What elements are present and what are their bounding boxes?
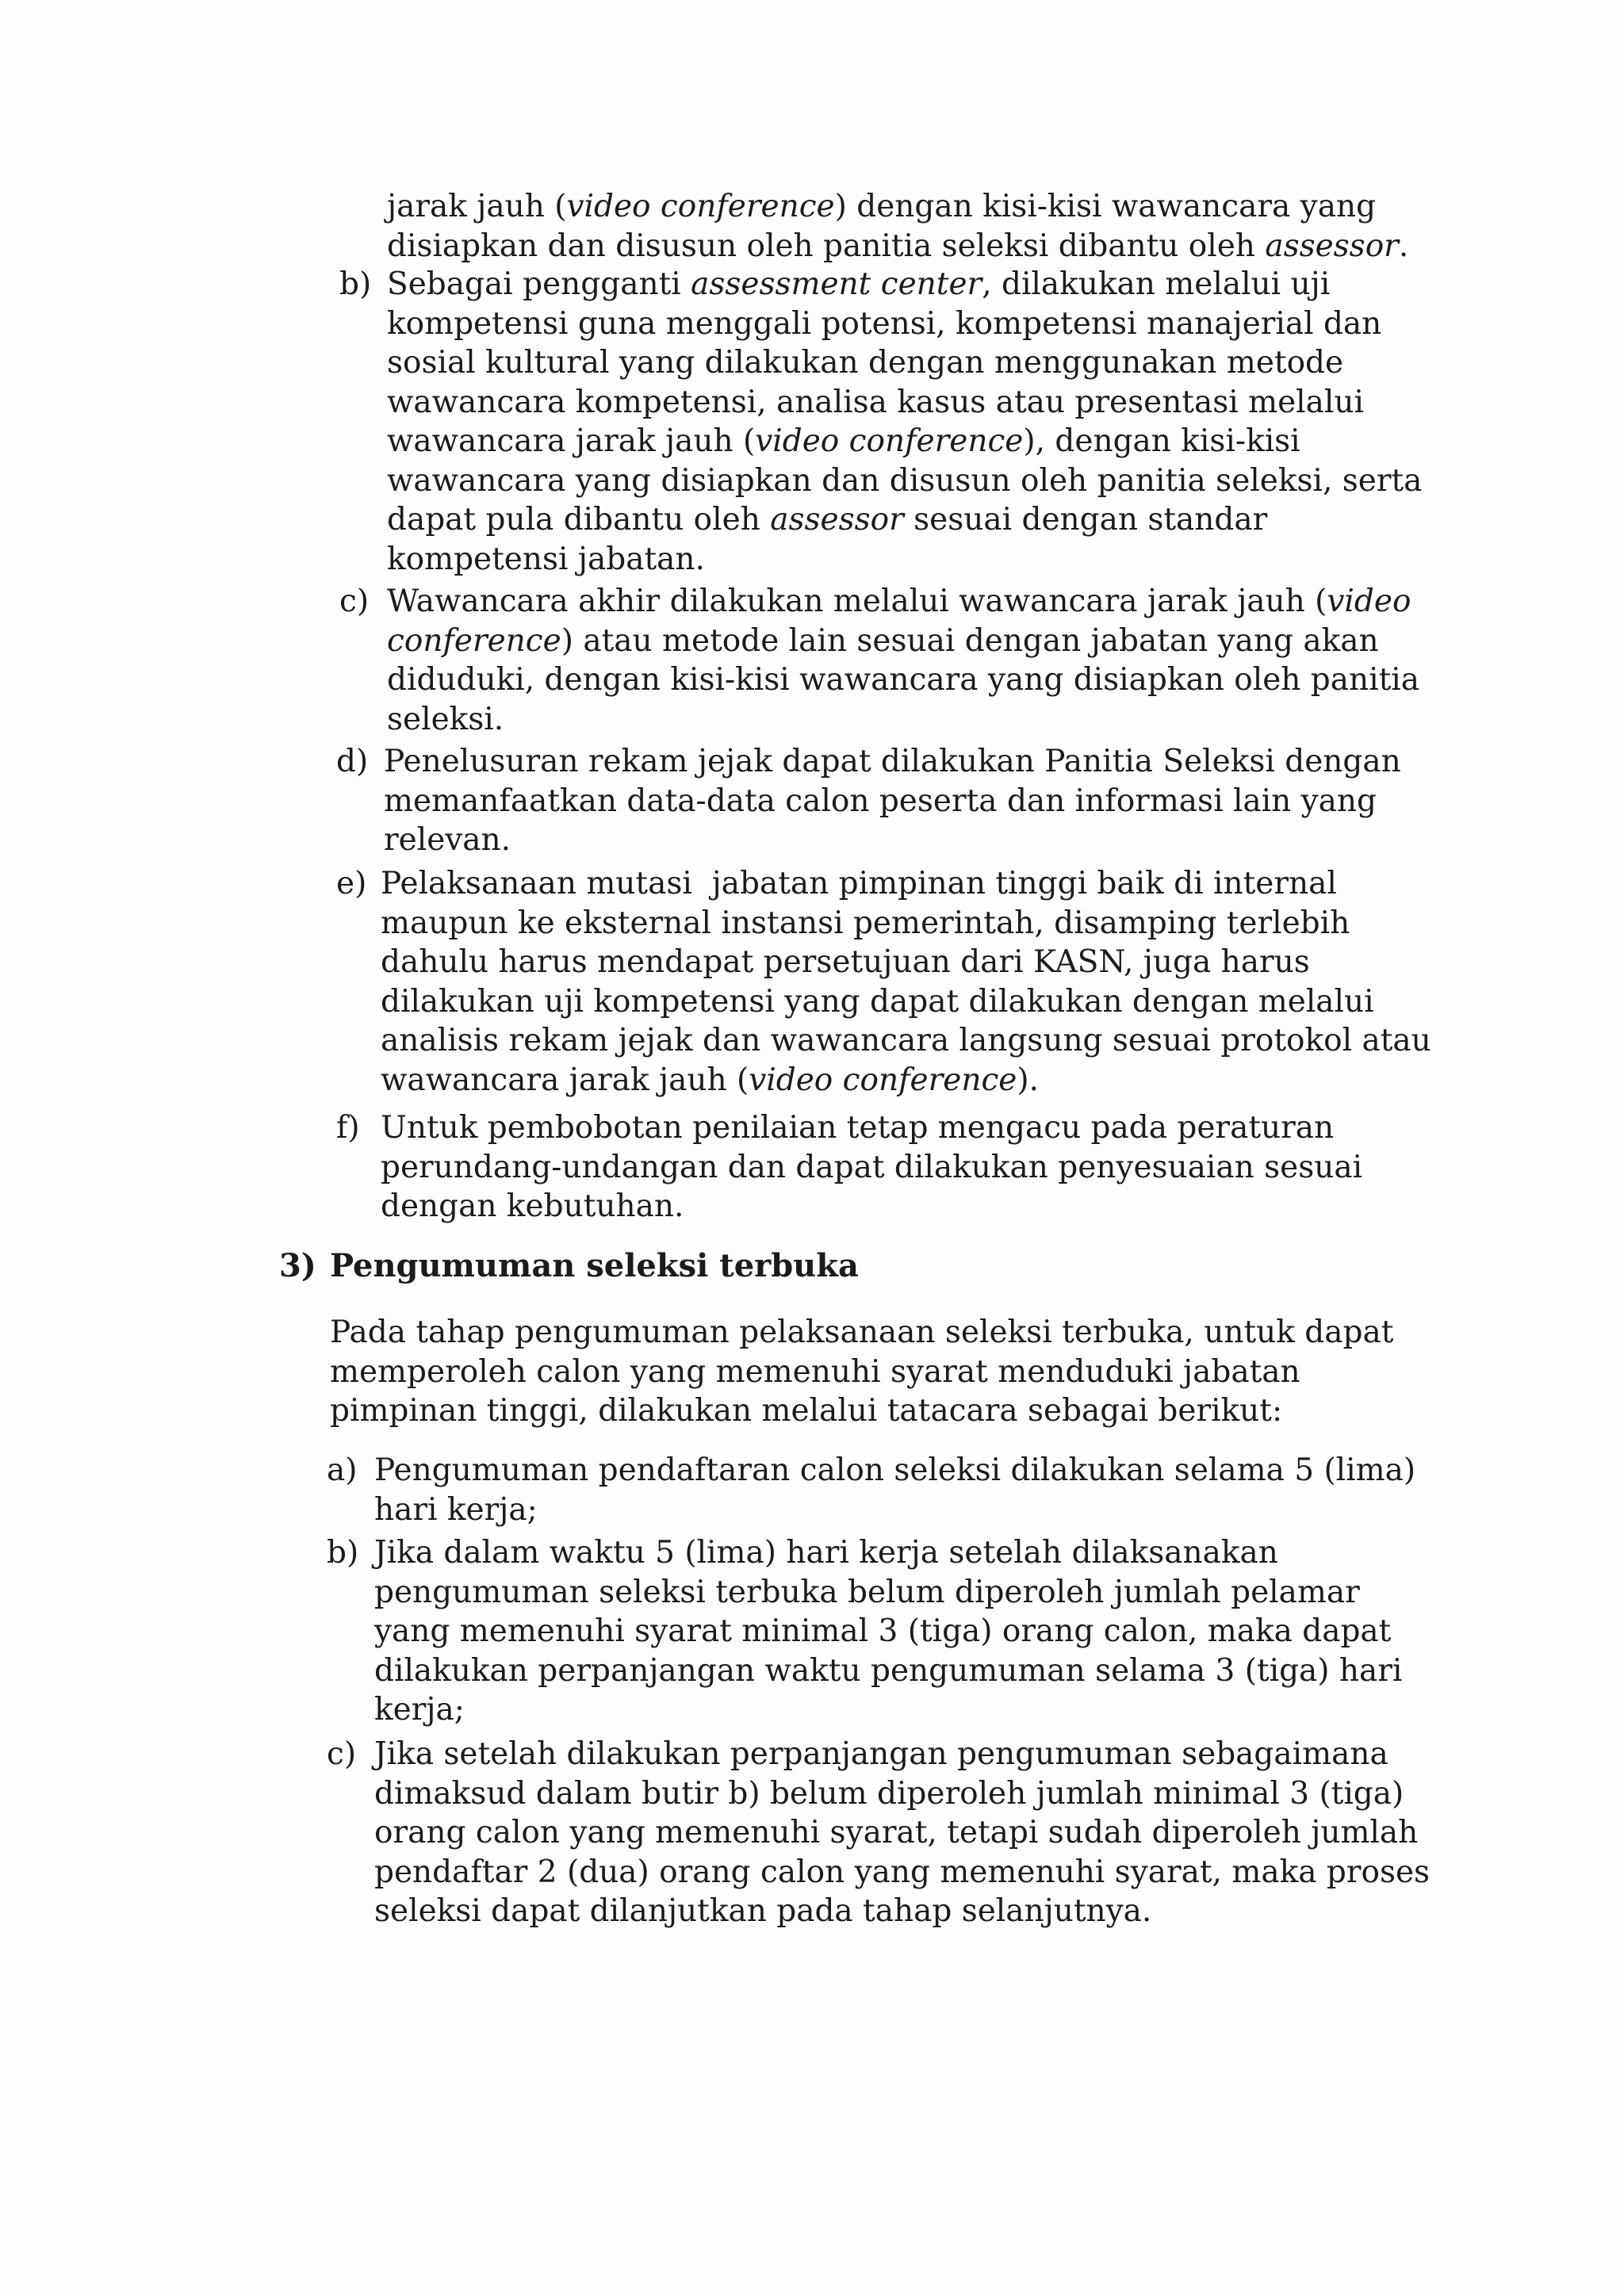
text-line: kompetensi jabatan. bbox=[387, 541, 705, 577]
text-line: Untuk pembobotan penilaian tetap mengacu pada peraturan bbox=[381, 1110, 1335, 1146]
list-item-label: c) bbox=[339, 584, 370, 619]
continuation-paragraph bbox=[387, 187, 1462, 266]
list-item-b bbox=[339, 265, 1462, 579]
section-item-a bbox=[327, 1451, 1456, 1529]
text-line: seleksi dapat dilanjutkan pada tahap selanjutnya. bbox=[374, 1893, 1152, 1929]
text-line: conference) atau metode lain sesuai dengan jabatan yang akan bbox=[387, 622, 1379, 659]
list-item-text bbox=[374, 1533, 1456, 1730]
text-line: dilakukan perpanjangan waktu pengumuman selama 3 (tiga) hari bbox=[374, 1652, 1403, 1689]
text-line: wawancara yang disiapkan dan disusun oleh panitia seleksi, serta bbox=[387, 462, 1423, 499]
list-item-f bbox=[336, 1108, 1462, 1226]
list-item-text bbox=[381, 1108, 1462, 1226]
list-item-text bbox=[387, 582, 1462, 739]
text-line: kerja; bbox=[374, 1692, 465, 1728]
text-line: dahulu harus mendapat persetujuan dari KASN, juga harus bbox=[381, 944, 1310, 980]
text-line: dimaksud dalam butir b) belum diperoleh jumlah minimal 3 (tiga) bbox=[374, 1775, 1404, 1812]
list-item-label: b) bbox=[339, 266, 372, 302]
list-item-text bbox=[384, 742, 1462, 860]
list-item-label: a) bbox=[327, 1452, 358, 1488]
text-line: Penelusuran rekam jejak dapat dilakukan Panitia Seleksi dengan bbox=[384, 744, 1401, 779]
text-line: kompetensi guna menggali potensi, kompetensi manajerial dan bbox=[387, 305, 1382, 342]
list-item-label: c) bbox=[327, 1736, 357, 1772]
text-line: wawancara jarak jauh (video conference), dengan kisi-kisi bbox=[387, 423, 1300, 459]
text-line: dilakukan uji kompetensi yang dapat dilakukan dengan melalui bbox=[381, 983, 1374, 1020]
text-line: jarak jauh (video conference) dengan kisi-kisi wawancara yang bbox=[387, 189, 1377, 224]
list-item-text bbox=[381, 864, 1462, 1100]
text-line: diduduki, dengan kisi-kisi wawancara yang disiapkan oleh panitia bbox=[387, 662, 1419, 698]
text-line: wawancara kompetensi, analisa kasus atau presentasi melalui bbox=[387, 384, 1364, 420]
text-line: wawancara jarak jauh (video conference). bbox=[381, 1062, 1040, 1098]
text-line: memanfaatkan data-data calon peserta dan informasi lain yang bbox=[384, 783, 1377, 819]
list-item-d bbox=[336, 742, 1462, 860]
text-line: Jika dalam waktu 5 (lima) hari kerja setelah dilaksanakan bbox=[374, 1535, 1278, 1571]
text-line: dengan kebutuhan. bbox=[381, 1188, 684, 1224]
text-line: pimpinan tinggi, dilakukan melalui tatacara sebagai berikut: bbox=[330, 1393, 1283, 1429]
text-line: Sebagai pengganti assessment center, dilakukan melalui uji bbox=[387, 266, 1331, 302]
section-title: Pengumuman seleksi terbuka bbox=[330, 1247, 859, 1284]
text-line: seleksi. bbox=[387, 701, 504, 737]
section-intro-paragraph bbox=[330, 1313, 1456, 1431]
list-item-c bbox=[339, 582, 1462, 739]
text-line: yang memenuhi syarat minimal 3 (tiga) orang calon, maka dapat bbox=[374, 1613, 1392, 1649]
text-line: dapat pula dibantu oleh assessor sesuai dengan standar bbox=[387, 502, 1268, 538]
text-line: analisis rekam jejak dan wawancara langsung sesuai protokol atau bbox=[381, 1023, 1431, 1058]
text-line: Wawancara akhir dilakukan melalui wawancara jarak jauh (video bbox=[387, 584, 1411, 619]
section-item-b bbox=[327, 1533, 1456, 1730]
list-item-text bbox=[387, 265, 1462, 579]
text-line: Pelaksanaan mutasi jabatan pimpinan tinggi baik di internal bbox=[381, 866, 1337, 901]
list-item-text bbox=[374, 1451, 1456, 1529]
list-item-label: b) bbox=[327, 1535, 359, 1571]
text-line: Pada tahap pengumuman pelaksanaan seleksi terbuka, untuk dapat bbox=[330, 1314, 1394, 1350]
section-item-c bbox=[327, 1735, 1456, 1931]
text-line: Pengumuman pendaftaran calon seleksi dilakukan selama 5 (lima) bbox=[374, 1452, 1416, 1488]
text-line: relevan. bbox=[384, 822, 511, 858]
text-line: maupun ke eksternal instansi pemerintah, disamping terlebih bbox=[381, 905, 1350, 941]
text-line: memperoleh calon yang memenuhi syarat menduduki jabatan bbox=[330, 1353, 1300, 1390]
text-line: perundang-undangan dan dapat dilakukan penyesuaian sesuai bbox=[381, 1149, 1363, 1185]
section-heading bbox=[279, 1246, 859, 1286]
text-line: sosial kultural yang dilakukan dengan menggunakan metode bbox=[387, 345, 1344, 381]
list-item-label: e) bbox=[336, 866, 367, 901]
list-item-label: d) bbox=[336, 744, 369, 779]
text-line: orang calon yang memenuhi syarat, tetapi sudah diperoleh jumlah bbox=[374, 1815, 1419, 1850]
text-line: pendaftar 2 (dua) orang calon yang memenuhi syarat, maka proses bbox=[374, 1854, 1431, 1890]
list-item-label: f) bbox=[336, 1110, 360, 1146]
list-item-text bbox=[374, 1735, 1456, 1931]
text-line: hari kerja; bbox=[374, 1491, 538, 1528]
text-line: pengumuman seleksi terbuka belum diperoleh jumlah pelamar bbox=[374, 1574, 1360, 1610]
text-line: Jika setelah dilakukan perpanjangan pengumuman sebagaimana bbox=[374, 1736, 1388, 1772]
text-line: disiapkan dan disusun oleh panitia seleksi dibantu oleh assessor. bbox=[387, 228, 1409, 264]
section-number: 3) bbox=[279, 1247, 316, 1284]
list-item-e bbox=[336, 864, 1462, 1100]
